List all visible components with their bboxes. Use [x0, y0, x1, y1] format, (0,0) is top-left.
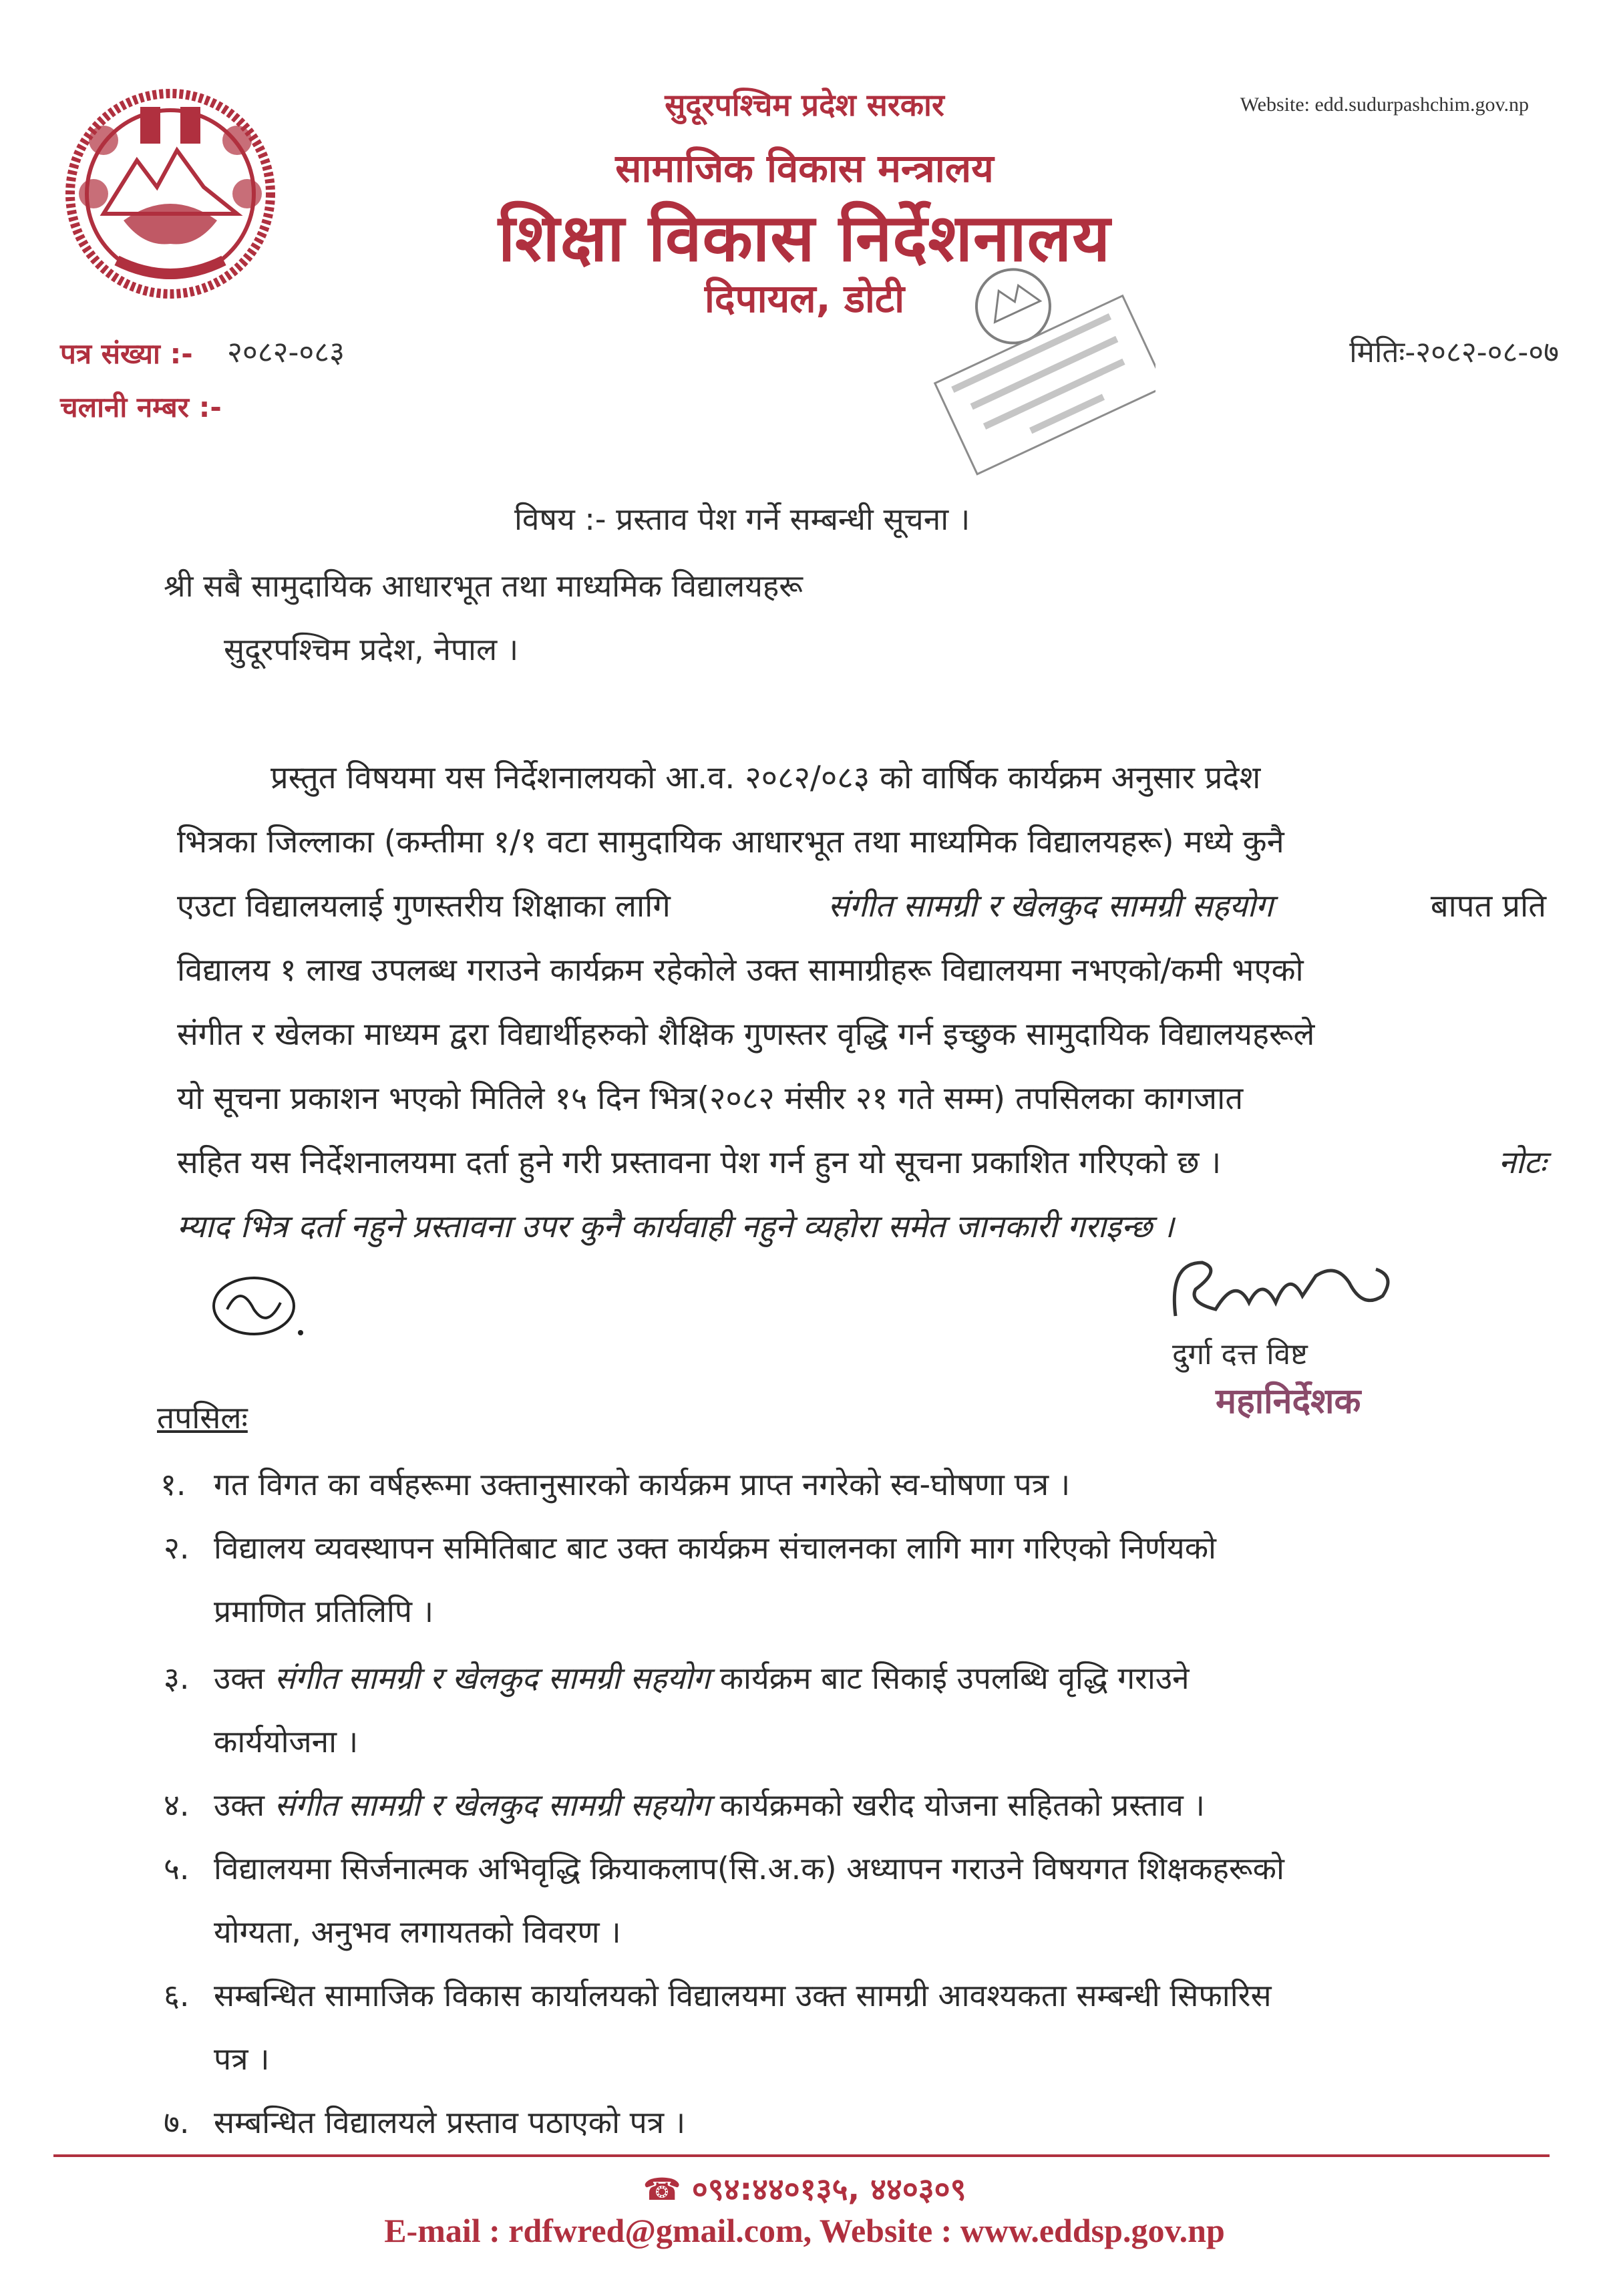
signature: [1162, 1236, 1403, 1336]
list-number: ३.: [164, 1660, 190, 1696]
reference-number: २०८२-०८३: [227, 335, 345, 369]
office-location: दिपायल, डोटी: [704, 276, 905, 321]
recipient-location: सुदूरपश्चिम प्रदेश, नेपाल ।: [224, 631, 519, 667]
list-number: ५.: [164, 1850, 190, 1887]
body-line: सहित यस निर्देशनालयमा दर्ता हुने गरी प्रस्तावना पेश गर्न हुन यो सूचना प्रकाशित गरिएको छ ।: [177, 1144, 1222, 1181]
list-number: २.: [164, 1530, 190, 1566]
list-item: [214, 1784, 1205, 1825]
program-name: संगीत सामग्री र खेलकुद सामग्री सहयोग: [828, 888, 1274, 925]
notice-body: [177, 755, 1546, 1268]
list-text: उक्त: [214, 1787, 265, 1823]
recipient-line: श्री सबै सामुदायिक आधारभूत तथा माध्यमिक विद्यालयहरू: [164, 568, 803, 604]
note-label: नोटः: [1498, 1144, 1546, 1181]
list-item: [214, 1657, 1190, 1698]
list-item-continued: प्रमाणित प्रतिलिपि ।: [214, 1593, 434, 1629]
list-item: विद्यालय व्यवस्थापन समितिबाट बाट उक्त कार्यक्रम संचालनका लागि माग गरिएको निर्णयको: [214, 1530, 1216, 1566]
list-item: गत विगत का वर्षहरूमा उक्तानुसारको कार्यक्रम प्राप्त नगरेको स्व-घोषणा पत्र ।: [214, 1466, 1071, 1502]
body-line: एउटा विद्यालयलाई गुणस्तरीय शिक्षाका लागि: [177, 888, 671, 925]
list-item-continued: पत्र ।: [214, 2041, 270, 2077]
dispatch-label: चलानी नम्बर :-: [60, 391, 222, 424]
list-item-continued: कार्ययोजना ।: [214, 1724, 359, 1760]
list-number: १.: [160, 1466, 186, 1502]
signer-name: दुर्गा दत्त विष्ट: [1172, 1337, 1308, 1371]
ministry-name: सामाजिक विकास मन्त्रालय: [615, 146, 994, 191]
list-number: ७.: [164, 2104, 190, 2140]
footer-contact: E-mail : rdfwred@gmail.com, Website : www.eddsp.gov.np: [384, 2212, 1225, 2249]
header-website: Website: edd.sudurpashchim.gov.np: [1240, 94, 1529, 116]
list-item: विद्यालयमा सिर्जनात्मक अभिवृद्धि क्रियाकलाप(सि.अ.क) अध्यापन गराउने विषयगत शिक्षकहरूको: [214, 1850, 1284, 1887]
body-line: प्रस्तुत विषयमा यस निर्देशनालयको आ.व. २०८२/०८३ को वार्षिक कार्यक्रम अनुसार प्रदेश: [271, 760, 1261, 796]
program-name: संगीत सामग्री र खेलकुद सामग्री सहयोग: [274, 1787, 711, 1823]
reference-label: पत्र संख्या :-: [60, 337, 193, 370]
list-item: सम्बन्धित विद्यालयले प्रस्ताव पठाएको पत्र ।: [214, 2104, 686, 2140]
body-line: विद्यालय १ लाख उपलब्ध गराउने कार्यक्रम रहेकोले उक्त सामाग्रीहरू विद्यालयमा नभएको/कमी भएको: [177, 952, 1304, 989]
list-item: सम्बन्धित सामाजिक विकास कार्यालयको विद्यालयमा उक्त सामग्री आवश्यकता सम्बन्धी सिफारिस: [214, 1977, 1272, 2013]
footer-divider: [53, 2154, 1550, 2157]
directorate-name: शिक्षा विकास निर्देशनालय: [498, 200, 1111, 277]
subject-line: विषय :- प्रस्ताव पेश गर्ने सम्बन्धी सूचना ।: [514, 501, 970, 537]
list-text: उक्त: [214, 1660, 265, 1696]
footer-phone: ☎ ०९४:४४०१३५, ४४०३०९: [643, 2171, 966, 2207]
list-text: कार्यक्रमको खरीद योजना सहितको प्रस्ताव ।: [719, 1787, 1205, 1823]
program-name: संगीत सामग्री र खेलकुद सामग्री सहयोग: [274, 1660, 711, 1696]
note-text: म्याद भित्र दर्ता नहुने प्रस्तावना उपर कुनै कार्यवाही नहुने व्यहोरा समेत जानकारी गराइन्छ ।: [177, 1208, 1174, 1245]
list-number: ६.: [164, 1977, 190, 2013]
government-name: सुदूरपश्चिम प्रदेश सरकार: [665, 87, 944, 123]
list-item-continued: योग्यता, अनुभव लगायतको विवरण ।: [214, 1914, 621, 1950]
signer-title: महानिर्देशक: [1216, 1381, 1361, 1422]
body-line: बापत प्रति: [1430, 888, 1546, 925]
list-number: ४.: [164, 1787, 190, 1823]
office-stamp: [922, 240, 1155, 481]
list-text: कार्यक्रम बाट सिकाई उपलब्धि वृद्धि गराउने: [719, 1660, 1190, 1696]
body-line: संगीत र खेलका माध्यम द्वरा विद्यार्थीहरुको शैक्षिक गुणस्तर वृद्धि गर्न इच्छुक सामुदायिक विद्यालयहरूले: [177, 1016, 1315, 1053]
letter-date: मितिः-२०८२-०८-०७: [1349, 335, 1559, 369]
body-line: भित्रका जिल्लाका (कम्तीमा १/१ वटा सामुदायिक आधारभूत तथा माध्यमिक विद्यालयहरू) मध्ये कुनै: [177, 824, 1284, 860]
annex-title: तपसिलः: [157, 1400, 248, 1436]
initials-mark: [200, 1269, 314, 1343]
body-line: यो सूचना प्रकाशन भएको मितिले १५ दिन भित्र(२०८२ मंसीर २१ गते सम्म) तपसिलका कागजात: [177, 1080, 1244, 1117]
